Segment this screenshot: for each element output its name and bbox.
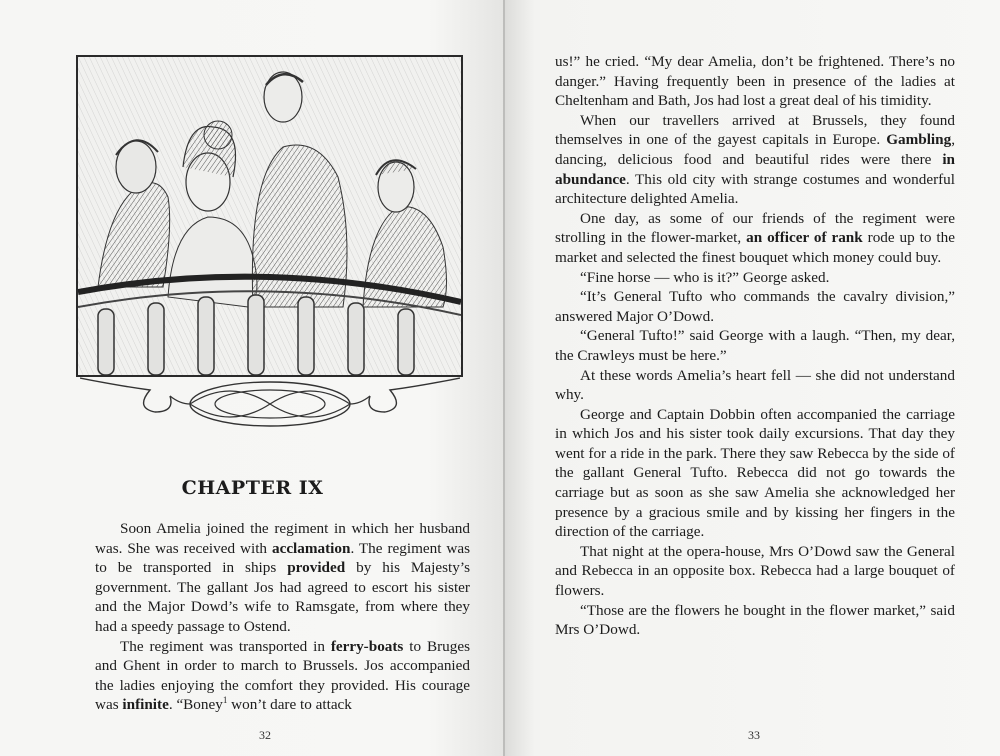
paragraph — [555, 601, 955, 640]
text-run: to Bruges and Ghent in order to march to Brussels. Jos accompanied the ladies enjoying the comfort they provided. His courage was — [95, 637, 470, 714]
paragraph — [95, 519, 470, 637]
paragraph — [555, 209, 955, 268]
text-run: “Those are the flowers he bought in the flower market,” said Mrs O’Dowd. — [555, 601, 955, 639]
chapter-illustration — [76, 55, 463, 377]
text-run: . “Boney — [168, 696, 223, 714]
text-run: George and Captain Dobbin often accompanied the carriage in which Jos and his sister took daily excursions. That day they went for a ride in the park. There they saw Rebecca by the side of the gallant General Tufto. Rebecca did not go towards the carriage but as soon as she saw Amelia she acknowledged her presence by a gracious smile and by kissing her fingers in the direction of the carriage. — [555, 405, 955, 541]
paragraph — [555, 542, 955, 601]
text-run: rode up to the market and selected the finest bouquet which money could buy. — [555, 229, 955, 266]
right-body-text — [555, 52, 955, 640]
ornament-flourish — [80, 368, 460, 438]
text-run: “Fine horse — who is it?” George asked. — [580, 268, 830, 286]
text-run: . This old city with strange costumes and wonderful architecture delighted Amelia. — [555, 170, 955, 208]
text-run: us!” he cried. “My dear Amelia, don’t be frightened. There’s no danger.” Having frequently been in presence of the ladies at Cheltenham and Bath, Jos had lost a great deal of his timidity. — [555, 53, 955, 110]
paragraph — [555, 366, 955, 405]
footnote-marker: 1 — [222, 695, 228, 706]
text-run: Soon Amelia joined the regiment in which her husband was. She was received with — [95, 520, 470, 557]
text-run: The regiment was transported in — [120, 637, 331, 655]
text-run: won’t dare to attack — [227, 696, 352, 714]
bold-term: ferry-boats — [330, 637, 404, 655]
right-page — [505, 0, 1000, 756]
bold-term: an officer of rank — [746, 229, 863, 247]
text-run: At these words Amelia’s heart fell — she did not understand why. — [555, 366, 955, 404]
paragraph — [555, 405, 955, 542]
paragraph — [555, 111, 955, 209]
paragraph — [555, 326, 955, 365]
text-run: One day, as some of our friends of the regiment were strolling in the flower-market, — [555, 209, 955, 247]
text-run: When our travellers arrived at Brussels, they found themselves in one of the gayest capitals in Europe. — [555, 111, 955, 149]
paragraph — [555, 268, 955, 288]
text-run: , dancing, delicious food and beautiful rides were there — [555, 131, 955, 168]
bold-term: Gambling — [886, 131, 952, 149]
page-number-right: 33 — [748, 728, 760, 742]
left-body-text — [95, 519, 470, 715]
bold-term: infinite — [122, 696, 169, 714]
text-run: “General Tufto!” said George with a laugh. “Then, my dear, the Crawleys must be here.” — [555, 327, 955, 364]
bold-term: acclamation — [271, 539, 351, 557]
paragraph — [95, 637, 470, 715]
illustration-sketch — [78, 57, 461, 375]
chapter-title: CHAPTER IX — [181, 477, 324, 499]
bold-term: in abundance — [555, 150, 955, 188]
paragraph — [555, 52, 955, 111]
text-run: “It’s General Tufto who commands the cavalry division,” answered Major O’Dowd. — [555, 288, 955, 325]
page-number-left: 32 — [259, 728, 271, 742]
text-run: . The regiment was to be transported in ships — [95, 539, 471, 577]
paragraph — [555, 287, 955, 326]
text-run: by his Majesty’s government. The gallant Jos had agreed to escort his sister and the Major Dowd’s wife to Ramsgate, from where they had a speedy passage to Ostend. — [95, 559, 470, 635]
bold-term: provided — [287, 559, 346, 577]
text-run: That night at the opera-house, Mrs O’Dowd saw the General and Rebecca in an opposite box. Rebecca had a large bouquet of flowers. — [555, 542, 955, 600]
